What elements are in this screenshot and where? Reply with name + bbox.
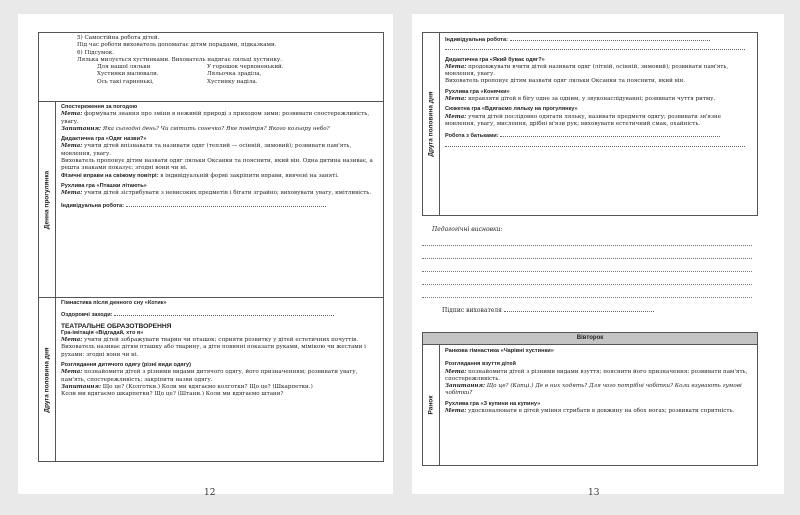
summary-line-3: 6) Підсумок. xyxy=(77,49,115,56)
walk-side-label: Денна прогулянка xyxy=(39,102,56,298)
work-summary-row xyxy=(39,33,383,101)
notes-line[interactable] xyxy=(422,246,752,259)
mobile-game-title-right: Рухлива гра «Конячки» xyxy=(445,88,510,95)
theatre-title: ТЕАТРАЛЬНЕ ОБРАЗОТВОРЕННЯ xyxy=(61,322,172,330)
mobile-game2-title: Рухлива гра «З купини на купину» xyxy=(445,400,541,407)
story-game-title: Сюжетна гра «Вдягаємо ляльку на прогулянку» xyxy=(445,106,578,113)
page-number-left: 12 xyxy=(204,488,216,498)
summary-line-1: 5) Самостійна робота дітей. xyxy=(77,35,160,41)
individual-work-field[interactable] xyxy=(126,201,326,207)
signature-label: Підпис вихователя xyxy=(442,307,502,314)
didactic-title: Дидактична гра «Одяг назви?» xyxy=(61,136,147,143)
gym-title: Гімнастика після денного сну «Котик» xyxy=(61,300,167,306)
observation-title: Спостереження за погодою xyxy=(61,104,138,110)
right-lower-table: Вівторок Ранок Ранкова гімнастика «Чарівні хустинки» Розглядання взуття дітей Мета: познайомити дітей з різними видами взуття; пояснити його призначення; розвивати пам'ять, спостережливість. Запитання: Що це? (Капці.) Де в них ходять? Для чого потрібні чобітки? Коли взувають гумові чобітки? Рухлива гра «З купини на купину» Мета: удосконалювати в дітей уміння стрибати в довжину на обох ногах; розвивати спритність. xyxy=(422,332,758,466)
individual-work-label: Індивідуальна робота: xyxy=(61,202,124,209)
right-page xyxy=(412,14,784,498)
pedagogical-notes xyxy=(422,226,752,314)
day-header: Вівторок xyxy=(423,333,757,345)
afternoon-side-label-right: Друга половина дня xyxy=(423,33,440,215)
summary-line-4: Лялька милується хустинками. Вихователь надягає ляльці хустинку. xyxy=(77,56,283,63)
notes-label: Педагогічні висновки: xyxy=(432,226,503,233)
notes-line[interactable] xyxy=(422,272,752,285)
left-page xyxy=(18,14,393,498)
left-plan-table xyxy=(38,32,384,462)
right-upper-table: Друга половина дня Індивідуальна робота: Дидактична гра «Який буває одяг?» Мета: продовжувати вчити дітей називати одяг (літній, осінній, зимовий); розвивати пам'ять, мовлення, увагу. Вихователь пропонує дітям назвати одяг ляльки Оксанки та пояснити, який він. Рухлива гра «Конячки» Мета: вправляти дітей в бігу одне за одним, у звуконаслідуванні; розвивати чуття ритму. Сюжетна гра «Вдягаємо ляльку на прогулянку» Мета: учити дітей послідовно одягати ляльку, називати предмети одягу; розвивати зв'язне мовлення, увагу, мислення, дрібні м'язи рук; виховувати естетичний смак, охайність. Робота з батьками: xyxy=(422,32,758,216)
clothes-title: Розглядання дитячого одягу (різні види одягу) xyxy=(61,362,191,369)
notes-line[interactable] xyxy=(422,259,752,272)
morning-gym-title: Ранкова гімнастика «Чарівні хустинки» xyxy=(445,348,554,354)
afternoon-side-label: Друга половина дня xyxy=(39,298,56,462)
signature-field[interactable] xyxy=(504,306,654,312)
poem: Для нашої ляльки У горошок червоненький. Хустинки малювали. Ляльочка зраділа, Ось такі гарненькі, Хустинку наділа. xyxy=(97,64,284,85)
summary-line-2: Під час роботи вихователь допомагає дітям порадами, підказками. xyxy=(77,42,277,49)
parents-field[interactable] xyxy=(500,131,720,137)
shoes-title: Розглядання взуття дітей xyxy=(445,361,516,368)
health-label: Оздоровчі заходи: xyxy=(61,312,113,319)
parents-label: Робота з батьками: xyxy=(445,133,499,140)
walk-row: Денна прогулянка Спостереження за погодою Мета: формувати знання про зміни в неживій природі з приходом зими; розвивати спостережливість, увагу. Запитання: Яка сьогодні день? Чи світить сонечко? Яке повітря? Якого кольору небо? Дидактична гра «Одяг назви?» Мета: учити дітей впізнавати та називати одяг (теплий — осінній, зимовий); розвивати пам'ять, мовлення, увагу. Вихователь пропонує дітям назвати одяг ляльки Оксанки та пояснити, який він. Одна дитина називає, а решта знаками показує: згодні вони чи ні. Фізичні вправи на свіжому повітрі: в індивідуальній формі закріпити вправи, вивчені на заняті. Рухлива гра «Пташки літають» Мета: учити дітей зістрибувати з невисоких предметів і бігати зграйно; виховувати увагу, кмітливість. Індивідуальна робота: xyxy=(39,101,383,298)
morning-side-label: Ранок xyxy=(423,345,440,465)
didactic-title-right: Дидактична гра «Який буває одяг?» xyxy=(445,56,545,63)
health-field[interactable] xyxy=(114,310,334,316)
notes-line[interactable] xyxy=(422,285,752,298)
imitation-title: Гра-імітація «Відгадай, хто я» xyxy=(61,329,144,336)
page-number-right: 13 xyxy=(588,488,600,498)
individual-work-field-right[interactable] xyxy=(510,35,710,41)
mobile-game-title: Рухлива гра «Пташки літають» xyxy=(61,182,147,189)
afternoon-row: Друга половина дня Гімнастика після денного сну «Котик» Оздоровчі заходи: ТЕАТРАЛЬНЕ ОБРАЗОТВОРЕННЯ Гра-імітація «Відгадай, хто я» Мета: учити дітей зображувати тварин чи пташок; сприяти розвитку у дітей естетичних почуттів. Вихователь називає дітям пташку або тварину, а діти повинні показати руками, мімікою чи жестами і рухами: згодні вони чи ні. Розглядання дитячого одягу (різні види одягу) Мета: познайомити дітей з різними видами дитячого одягу, його призначенням; розвивати увагу, пам'ять, спостережливість; закріпити назви одягу. Запитання: Що це? (Колготки.) Коли ми вдягаємо колготки? Що це? (Шкарпетки.) Коли ми вдягаємо шкарпетки? Що це? (Штани.) Коли ми вдягаємо штани? xyxy=(39,297,383,462)
notes-line[interactable] xyxy=(422,233,752,246)
